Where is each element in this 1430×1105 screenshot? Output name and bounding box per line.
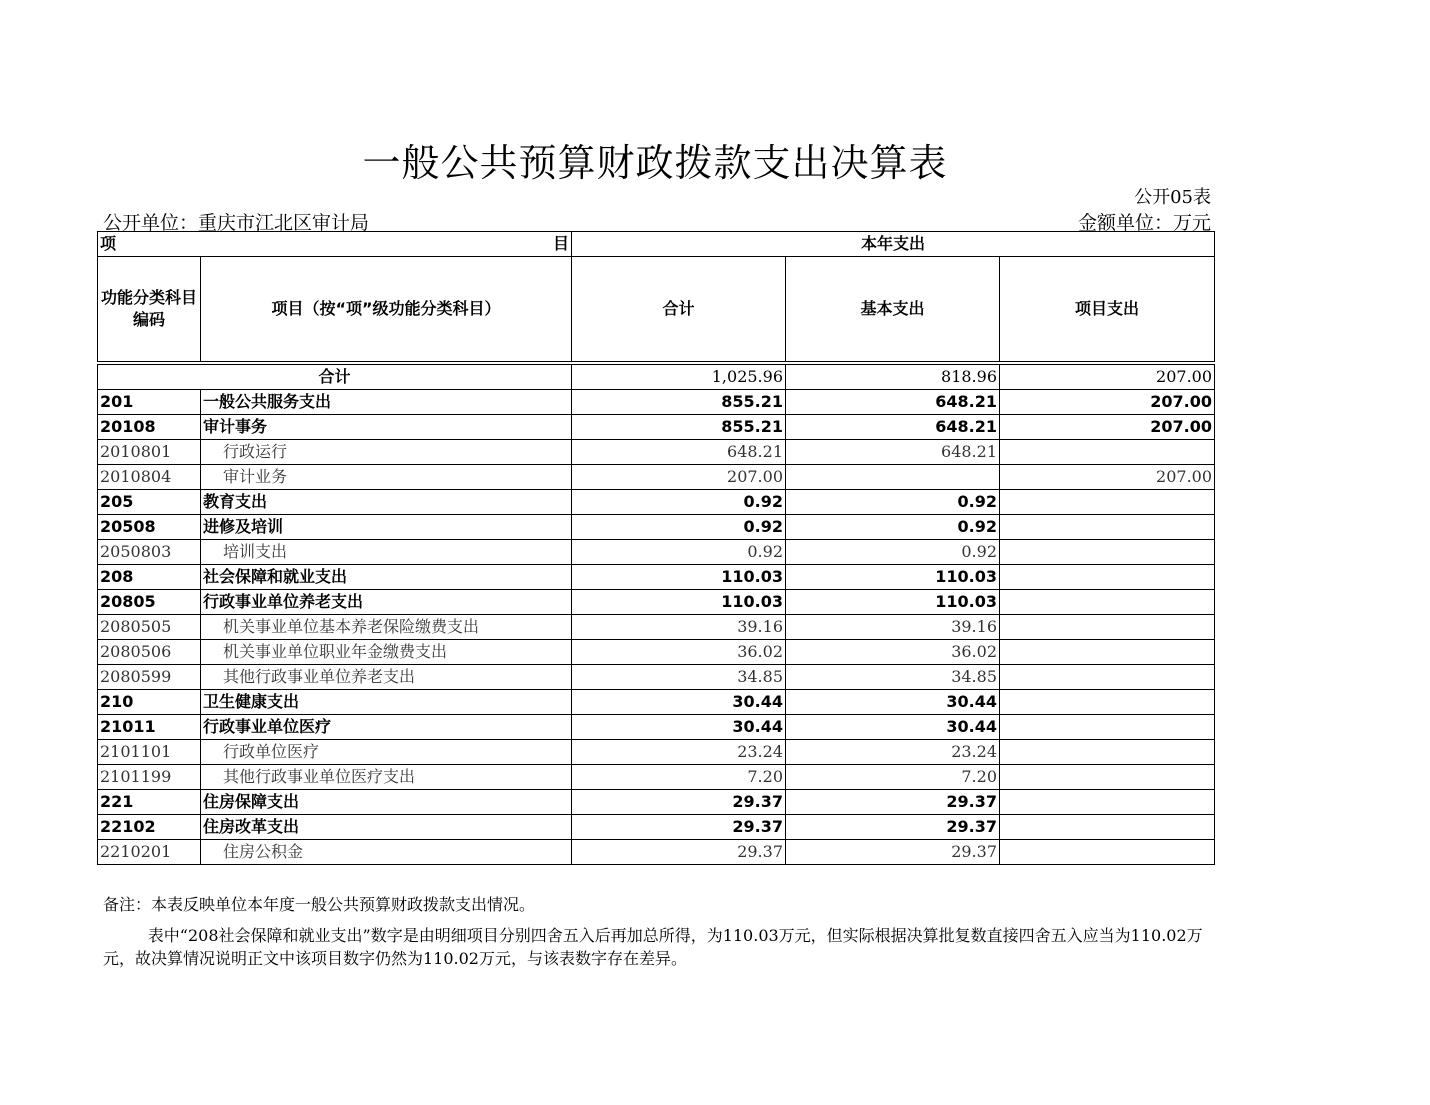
row-basic: 30.44 <box>786 690 1000 715</box>
table-row <box>98 515 1215 540</box>
page-title: 一般公共预算财政拨款支出决算表 <box>362 141 948 185</box>
row-total: 23.24 <box>572 740 786 765</box>
row-basic: 29.37 <box>786 815 1000 840</box>
table-row <box>98 715 1215 740</box>
row-project <box>1000 540 1215 565</box>
row-name: 卫生健康支出 <box>201 690 572 715</box>
table-row <box>98 690 1215 715</box>
row-code: 2210201 <box>98 840 201 865</box>
row-name: 机关事业单位基本养老保险缴费支出 <box>201 615 572 640</box>
name-column-header: 项目（按“项”级功能分类科目） <box>201 257 572 362</box>
row-name: 培训支出 <box>201 540 572 565</box>
row-name: 行政事业单位医疗 <box>201 715 572 740</box>
item-header-right: 目 <box>552 234 569 253</box>
item-header-left: 项 <box>100 234 117 253</box>
row-name: 其他行政事业单位医疗支出 <box>201 765 572 790</box>
table-row <box>98 740 1215 765</box>
code-column-header: 功能分类科目编码 <box>98 257 201 362</box>
total-label: 合计 <box>98 365 572 390</box>
row-code: 2080506 <box>98 640 201 665</box>
row-project <box>1000 765 1215 790</box>
row-name: 住房公积金 <box>201 840 572 865</box>
row-basic: 0.92 <box>786 540 1000 565</box>
row-total: 30.44 <box>572 690 786 715</box>
row-project <box>1000 840 1215 865</box>
row-total: 0.92 <box>572 540 786 565</box>
row-basic: 29.37 <box>786 840 1000 865</box>
row-code: 21011 <box>98 715 201 740</box>
row-project: 207.00 <box>1000 465 1215 490</box>
table-row <box>98 765 1215 790</box>
row-basic: 23.24 <box>786 740 1000 765</box>
total-row-total: 1,025.96 <box>572 365 786 390</box>
row-code: 2010801 <box>98 440 201 465</box>
row-project <box>1000 715 1215 740</box>
row-basic: 110.03 <box>786 590 1000 615</box>
row-code: 208 <box>98 565 201 590</box>
row-project <box>1000 565 1215 590</box>
row-code: 20108 <box>98 415 201 440</box>
row-code: 22102 <box>98 815 201 840</box>
publishing-unit: 公开单位：重庆市江北区审计局 <box>103 212 370 234</box>
row-total: 29.37 <box>572 790 786 815</box>
row-name: 机关事业单位职业年金缴费支出 <box>201 640 572 665</box>
row-total: 34.85 <box>572 665 786 690</box>
table-row <box>98 815 1215 840</box>
row-total: 29.37 <box>572 840 786 865</box>
row-basic: 110.03 <box>786 565 1000 590</box>
row-total: 207.00 <box>572 465 786 490</box>
total-row-basic: 818.96 <box>786 365 1000 390</box>
row-total: 855.21 <box>572 415 786 440</box>
row-code: 20508 <box>98 515 201 540</box>
row-name: 社会保障和就业支出 <box>201 565 572 590</box>
row-basic: 648.21 <box>786 415 1000 440</box>
row-code: 20805 <box>98 590 201 615</box>
table-row <box>98 540 1215 565</box>
total-row-project: 207.00 <box>1000 365 1215 390</box>
row-project <box>1000 490 1215 515</box>
table-row <box>98 490 1215 515</box>
row-basic: 7.20 <box>786 765 1000 790</box>
row-name: 行政运行 <box>201 440 572 465</box>
row-code: 201 <box>98 390 201 415</box>
row-basic: 36.02 <box>786 640 1000 665</box>
row-name: 住房改革支出 <box>201 815 572 840</box>
row-code: 2101199 <box>98 765 201 790</box>
item-header <box>98 232 572 257</box>
row-basic <box>786 465 1000 490</box>
row-total: 648.21 <box>572 440 786 465</box>
row-project <box>1000 740 1215 765</box>
table-row <box>98 465 1215 490</box>
table-row <box>98 390 1215 415</box>
row-project <box>1000 690 1215 715</box>
row-code: 2080505 <box>98 615 201 640</box>
year-expense-header: 本年支出 <box>572 232 1215 257</box>
table-row <box>98 565 1215 590</box>
row-project <box>1000 665 1215 690</box>
row-project <box>1000 590 1215 615</box>
row-code: 210 <box>98 690 201 715</box>
row-project <box>1000 515 1215 540</box>
header-row-top <box>98 232 1215 257</box>
row-code: 2080599 <box>98 665 201 690</box>
row-basic: 34.85 <box>786 665 1000 690</box>
row-total: 7.20 <box>572 765 786 790</box>
row-project <box>1000 815 1215 840</box>
table-row <box>98 415 1215 440</box>
table-row <box>98 640 1215 665</box>
row-name: 审计事务 <box>201 415 572 440</box>
row-name: 住房保障支出 <box>201 790 572 815</box>
row-basic: 648.21 <box>786 440 1000 465</box>
table-row <box>98 665 1215 690</box>
row-total: 110.03 <box>572 590 786 615</box>
table-row <box>98 615 1215 640</box>
row-name: 行政事业单位养老支出 <box>201 590 572 615</box>
row-total: 39.16 <box>572 615 786 640</box>
table-row <box>98 790 1215 815</box>
row-total: 30.44 <box>572 715 786 740</box>
note-explanation: 表中“208社会保障和就业支出”数字是由明细项目分别四舍五入后再加总所得，为110.03万元，但实际根据决算批复数直接四舍五入应当为110.02万元，故决算情况说明正文中该项目数字仍然为110.02万元，与该表数字存在差异。 <box>103 926 1203 968</box>
row-total: 0.92 <box>572 515 786 540</box>
row-basic: 0.92 <box>786 515 1000 540</box>
row-name: 行政单位医疗 <box>201 740 572 765</box>
row-name: 教育支出 <box>201 490 572 515</box>
row-total: 0.92 <box>572 490 786 515</box>
row-name: 进修及培训 <box>201 515 572 540</box>
table-row <box>98 840 1215 865</box>
row-total: 110.03 <box>572 565 786 590</box>
project-column-header: 项目支出 <box>1000 257 1215 362</box>
basic-column-header: 基本支出 <box>786 257 1000 362</box>
row-project <box>1000 640 1215 665</box>
row-name: 审计业务 <box>201 465 572 490</box>
row-project <box>1000 440 1215 465</box>
note-remark: 备注：本表反映单位本年度一般公共预算财政拨款支出情况。 <box>103 895 536 914</box>
row-project <box>1000 615 1215 640</box>
table-row <box>98 440 1215 465</box>
table-row <box>98 590 1215 615</box>
row-project: 207.00 <box>1000 415 1215 440</box>
row-basic: 30.44 <box>786 715 1000 740</box>
total-column-header: 合计 <box>572 257 786 362</box>
amount-unit: 金额单位：万元 <box>1077 212 1211 234</box>
row-total: 36.02 <box>572 640 786 665</box>
row-basic: 0.92 <box>786 490 1000 515</box>
row-project: 207.00 <box>1000 390 1215 415</box>
row-basic: 648.21 <box>786 390 1000 415</box>
total-row <box>98 365 1215 390</box>
row-code: 2101101 <box>98 740 201 765</box>
row-basic: 29.37 <box>786 790 1000 815</box>
row-name: 其他行政事业单位养老支出 <box>201 665 572 690</box>
row-project <box>1000 790 1215 815</box>
row-name: 一般公共服务支出 <box>201 390 572 415</box>
row-code: 2010804 <box>98 465 201 490</box>
row-total: 29.37 <box>572 815 786 840</box>
row-basic: 39.16 <box>786 615 1000 640</box>
header-row-sub <box>98 257 1215 362</box>
row-code: 221 <box>98 790 201 815</box>
table-number: 公开05表 <box>1134 187 1211 208</box>
budget-table <box>97 231 1215 865</box>
row-total: 855.21 <box>572 390 786 415</box>
row-code: 2050803 <box>98 540 201 565</box>
row-code: 205 <box>98 490 201 515</box>
